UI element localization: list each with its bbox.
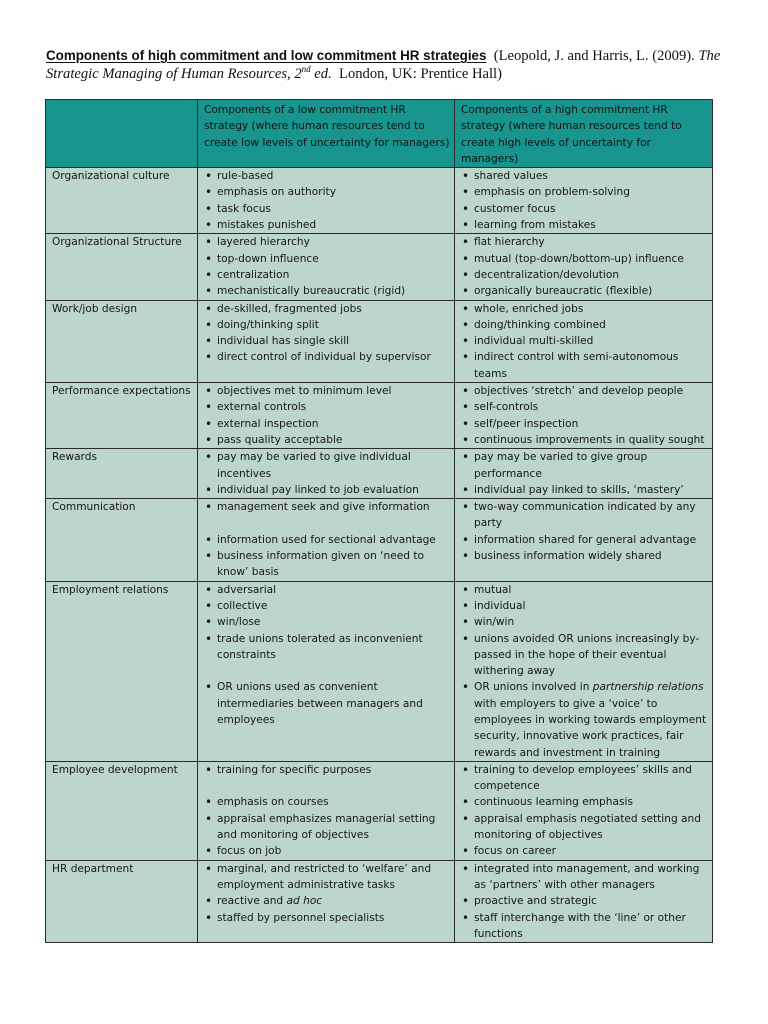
list-item: • emphasis on problem-solving <box>461 184 708 200</box>
high-commitment-cell <box>455 300 713 382</box>
list-spacer <box>204 663 450 679</box>
table-row <box>46 234 713 300</box>
list-item: • individual multi-skilled <box>461 333 708 349</box>
table-row <box>46 168 713 234</box>
list-item: • focus on job <box>204 843 450 859</box>
list-item: • mistakes punished <box>204 217 450 233</box>
bullet-list <box>204 301 450 366</box>
bullet-list <box>461 582 708 761</box>
table-row <box>46 761 713 860</box>
low-commitment-cell <box>198 761 455 860</box>
list-item: • information used for sectional advantage <box>204 532 450 548</box>
citation-edition-abbrev: ed. <box>314 66 332 82</box>
low-commitment-cell <box>198 449 455 499</box>
list-item: • business information widely shared <box>461 548 708 564</box>
citation-book-title-text: The Strategic Managing of Human Resources, 2 <box>46 48 721 82</box>
row-label: Work/job design <box>46 300 198 382</box>
list-item: • emphasis on authority <box>204 184 450 200</box>
list-item: • individual pay linked to job evaluation <box>204 482 450 498</box>
list-item: • self/peer inspection <box>461 416 708 432</box>
table-row <box>46 860 713 942</box>
list-item: • decentralization/devolution <box>461 267 708 283</box>
list-item: • OR unions used as convenient intermediaries between managers and employees <box>204 679 450 728</box>
list-item: • adversarial <box>204 582 450 598</box>
list-item: • learning from mistakes <box>461 217 708 233</box>
row-label: Employee development <box>46 761 198 860</box>
list-item: • continuous learning emphasis <box>461 794 708 810</box>
high-commitment-cell <box>455 860 713 942</box>
list-item: • objectives met to minimum level <box>204 383 450 399</box>
list-item: • rule-based <box>204 168 450 184</box>
table-row <box>46 581 713 761</box>
list-item: • pass quality acceptable <box>204 432 450 448</box>
table-row <box>46 300 713 382</box>
bullet-list <box>461 383 708 448</box>
list-item: • continuous improvements in quality sought <box>461 432 708 448</box>
list-item: • individual pay linked to skills, ‘mastery’ <box>461 482 708 498</box>
bullet-list <box>204 582 450 729</box>
list-spacer <box>204 515 450 531</box>
table-row <box>46 499 713 581</box>
table-header-row <box>46 100 713 168</box>
list-item: • de-skilled, fragmented jobs <box>204 301 450 317</box>
bullet-list <box>461 762 708 860</box>
low-commitment-cell <box>198 499 455 581</box>
list-item: • information shared for general advantage <box>461 532 708 548</box>
bullet-list <box>204 762 450 860</box>
list-item: • mechanistically bureaucratic (rigid) <box>204 283 450 299</box>
citation-publisher: London, UK: Prentice Hall) <box>339 66 502 82</box>
list-item: • reactive and ad hoc <box>204 893 450 909</box>
high-commitment-cell <box>455 499 713 581</box>
list-item: • task focus <box>204 201 450 217</box>
list-item: • OR unions involved in partnership relations with employers to give a ‘voice’ to employees in working towards employment security, innovative work practices, fair rewards and investment in training <box>461 679 708 760</box>
list-item: • two-way communication indicated by any party <box>461 499 708 532</box>
list-item: • mutual (top-down/bottom-up) influence <box>461 251 708 267</box>
row-label: HR department <box>46 860 198 942</box>
list-item: • emphasis on courses <box>204 794 450 810</box>
emphasis-text: ad hoc <box>286 895 323 908</box>
list-item: • training for specific purposes <box>204 762 450 778</box>
list-item: • self-controls <box>461 399 708 415</box>
list-item: • layered hierarchy <box>204 234 450 250</box>
bullet-list <box>204 383 450 448</box>
table-row <box>46 449 713 499</box>
list-item: • indirect control with semi-autonomous teams <box>461 349 708 382</box>
list-item: • customer focus <box>461 201 708 217</box>
list-spacer <box>204 778 450 794</box>
row-label: Organizational Structure <box>46 234 198 300</box>
row-label: Organizational culture <box>46 168 198 234</box>
list-item: • appraisal emphasizes managerial setting and monitoring of objectives <box>204 811 450 844</box>
emphasis-text: partnership relations <box>592 681 704 694</box>
high-commitment-cell <box>455 168 713 234</box>
list-item: • organically bureaucratic (flexible) <box>461 283 708 299</box>
high-commitment-cell <box>455 234 713 300</box>
citation-authors: (Leopold, J. and Harris, L. (2009). <box>493 48 695 64</box>
high-commitment-cell <box>455 449 713 499</box>
list-item: • collective <box>204 598 450 614</box>
row-label: Rewards <box>46 449 198 499</box>
list-item: • proactive and strategic <box>461 893 708 909</box>
list-item: • pay may be varied to give individual incentives <box>204 449 450 482</box>
list-item: • management seek and give information <box>204 499 450 515</box>
list-item: • staff interchange with the ‘line’ or other functions <box>461 910 708 943</box>
bullet-list <box>461 168 708 233</box>
table-body <box>46 168 713 943</box>
list-item: • centralization <box>204 267 450 283</box>
low-commitment-cell <box>198 581 455 761</box>
header-corner-cell <box>46 100 198 168</box>
low-commitment-cell <box>198 234 455 300</box>
list-item: • pay may be varied to give group performance <box>461 449 708 482</box>
row-label: Communication <box>46 499 198 581</box>
list-item: • flat hierarchy <box>461 234 708 250</box>
list-item: • integrated into management, and working as ‘partners’ with other managers <box>461 861 708 894</box>
list-item: • individual has single skill <box>204 333 450 349</box>
list-item: • direct control of individual by supervisor <box>204 349 450 365</box>
list-item: • trade unions tolerated as inconvenient constraints <box>204 631 450 664</box>
header-high-commitment: Components of a high commitment HR strategy (where human resources tend to create high levels of uncertainty for managers) <box>455 100 713 168</box>
high-commitment-cell <box>455 581 713 761</box>
bullet-list <box>461 499 708 564</box>
list-item: • top-down influence <box>204 251 450 267</box>
list-item: • win/win <box>461 614 708 630</box>
high-commitment-cell <box>455 761 713 860</box>
bullet-list <box>204 168 450 233</box>
document-title: Components of high commitment and low commitment HR strategies <box>46 48 487 63</box>
list-item: • external inspection <box>204 416 450 432</box>
table-row <box>46 383 713 449</box>
list-item: • business information given on ‘need to know’ basis <box>204 548 450 581</box>
list-item: • shared values <box>461 168 708 184</box>
low-commitment-cell <box>198 383 455 449</box>
bullet-list <box>461 301 708 382</box>
list-item: • unions avoided OR unions increasingly by-passed in the hope of their eventual withering away <box>461 631 708 680</box>
hr-strategies-table <box>45 99 713 943</box>
bullet-list <box>204 499 450 580</box>
list-item: • objectives ‘stretch’ and develop people <box>461 383 708 399</box>
row-label: Performance expectations <box>46 383 198 449</box>
low-commitment-cell <box>198 300 455 382</box>
low-commitment-cell <box>198 168 455 234</box>
list-item: • whole, enriched jobs <box>461 301 708 317</box>
bullet-list <box>461 234 708 299</box>
list-item: • appraisal emphasis negotiated setting and monitoring of objectives <box>461 811 708 844</box>
list-item: • staffed by personnel specialists <box>204 910 450 926</box>
row-label: Employment relations <box>46 581 198 761</box>
list-item: • individual <box>461 598 708 614</box>
bullet-list <box>461 449 708 498</box>
bullet-list <box>461 861 708 942</box>
high-commitment-cell <box>455 383 713 449</box>
list-item: • focus on career <box>461 843 708 859</box>
low-commitment-cell <box>198 860 455 942</box>
list-item: • mutual <box>461 582 708 598</box>
bullet-list <box>204 861 450 926</box>
document-heading <box>46 47 726 83</box>
list-item: • external controls <box>204 399 450 415</box>
list-item: • training to develop employees’ skills and competence <box>461 762 708 795</box>
header-low-commitment: Components of a low commitment HR strategy (where human resources tend to create low levels of uncertainty for managers) <box>198 100 455 168</box>
bullet-list <box>204 449 450 498</box>
list-item: • marginal, and restricted to ‘welfare’ and employment administrative tasks <box>204 861 450 894</box>
bullet-list <box>204 234 450 299</box>
list-item: • doing/thinking combined <box>461 317 708 333</box>
citation-edition-superscript: nd <box>301 64 311 75</box>
list-item: • win/lose <box>204 614 450 630</box>
list-item: • doing/thinking split <box>204 317 450 333</box>
